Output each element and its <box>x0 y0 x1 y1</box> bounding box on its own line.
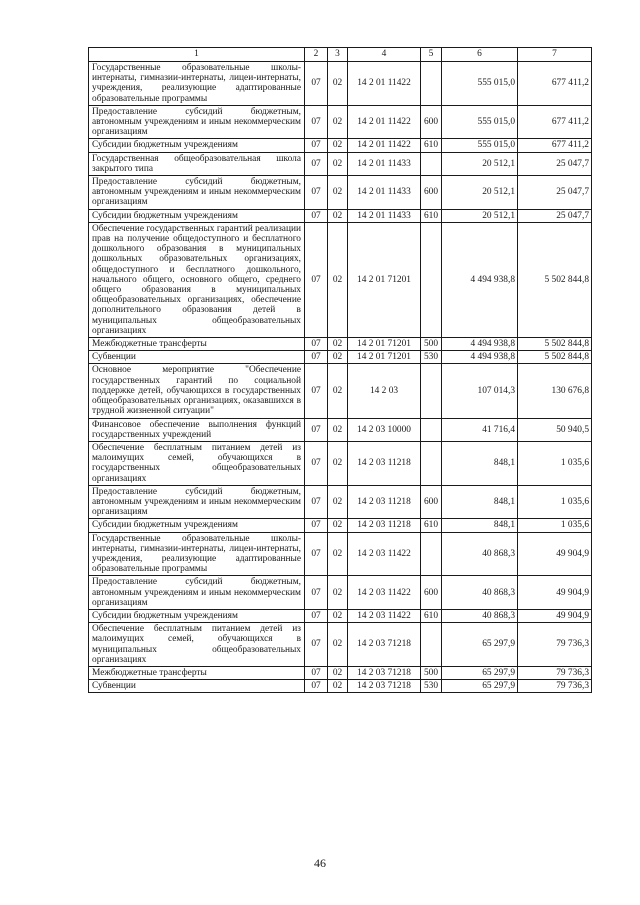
cell-section: 07 <box>305 62 328 106</box>
cell-amount-year-2: 25 047,7 <box>518 176 592 210</box>
cell-subsection: 02 <box>328 623 348 667</box>
table-row <box>89 152 592 175</box>
header-col-5: 5 <box>421 48 442 62</box>
cell-subsection: 02 <box>328 338 348 351</box>
cell-amount-year-1: 848,1 <box>442 441 518 485</box>
cell-amount-year-2: 5 502 844,8 <box>518 338 592 351</box>
cell-section: 07 <box>305 666 328 679</box>
cell-name: Межбюджетные трансферты <box>89 666 305 679</box>
cell-expense-type <box>421 441 442 485</box>
cell-section: 07 <box>305 209 328 222</box>
cell-amount-year-1: 848,1 <box>442 519 518 532</box>
header-col-4: 4 <box>348 48 421 62</box>
cell-amount-year-1: 107 014,3 <box>442 364 518 418</box>
cell-amount-year-1: 20 512,1 <box>442 209 518 222</box>
table-row <box>89 418 592 441</box>
cell-amount-year-2: 79 736,3 <box>518 666 592 679</box>
cell-amount-year-2: 25 047,7 <box>518 152 592 175</box>
cell-name: Межбюджетные трансферты <box>89 338 305 351</box>
header-col-2: 2 <box>305 48 328 62</box>
cell-target-article: 14 2 03 <box>348 364 421 418</box>
cell-target-article: 14 2 01 11422 <box>348 139 421 152</box>
cell-subsection: 02 <box>328 485 348 519</box>
cell-target-article: 14 2 03 10000 <box>348 418 421 441</box>
table-row <box>89 519 592 532</box>
cell-section: 07 <box>305 441 328 485</box>
table-row <box>89 680 592 693</box>
table-row <box>89 623 592 667</box>
table-row <box>89 338 592 351</box>
cell-amount-year-2: 677 411,2 <box>518 105 592 139</box>
cell-subsection: 02 <box>328 139 348 152</box>
cell-amount-year-2: 79 736,3 <box>518 623 592 667</box>
header-col-6: 6 <box>442 48 518 62</box>
cell-expense-type: 600 <box>421 176 442 210</box>
cell-target-article: 14 2 01 11433 <box>348 176 421 210</box>
table-row <box>89 666 592 679</box>
table-row <box>89 609 592 622</box>
table-row <box>89 532 592 576</box>
cell-amount-year-2: 79 736,3 <box>518 680 592 693</box>
cell-target-article: 14 2 01 71201 <box>348 351 421 364</box>
cell-target-article: 14 2 01 71201 <box>348 222 421 337</box>
cell-name: Обеспечение бесплатным питанием детей из малоимущих семей, обучающихся в государственных общеобразовательных организациях <box>89 441 305 485</box>
cell-amount-year-1: 555 015,0 <box>442 62 518 106</box>
cell-subsection: 02 <box>328 666 348 679</box>
cell-target-article: 14 2 03 11422 <box>348 576 421 610</box>
cell-amount-year-2: 130 676,8 <box>518 364 592 418</box>
cell-subsection: 02 <box>328 364 348 418</box>
cell-section: 07 <box>305 152 328 175</box>
cell-subsection: 02 <box>328 209 348 222</box>
cell-expense-type <box>421 152 442 175</box>
cell-section: 07 <box>305 680 328 693</box>
cell-expense-type <box>421 532 442 576</box>
cell-amount-year-2: 1 035,6 <box>518 519 592 532</box>
cell-subsection: 02 <box>328 176 348 210</box>
cell-expense-type: 610 <box>421 209 442 222</box>
cell-subsection: 02 <box>328 576 348 610</box>
table-row <box>89 351 592 364</box>
cell-section: 07 <box>305 576 328 610</box>
table-row <box>89 222 592 337</box>
cell-subsection: 02 <box>328 222 348 337</box>
cell-target-article: 14 2 03 11218 <box>348 485 421 519</box>
cell-expense-type: 610 <box>421 519 442 532</box>
cell-target-article: 14 2 01 11433 <box>348 152 421 175</box>
cell-section: 07 <box>305 364 328 418</box>
table-row <box>89 105 592 139</box>
cell-amount-year-1: 40 868,3 <box>442 609 518 622</box>
cell-target-article: 14 2 01 11433 <box>348 209 421 222</box>
cell-target-article: 14 2 03 71218 <box>348 623 421 667</box>
cell-subsection: 02 <box>328 609 348 622</box>
cell-section: 07 <box>305 351 328 364</box>
table-row <box>89 441 592 485</box>
table-row <box>89 209 592 222</box>
cell-section: 07 <box>305 338 328 351</box>
cell-amount-year-2: 25 047,7 <box>518 209 592 222</box>
cell-name: Предоставление субсидий бюджетным, автономным учреждениям и иным некоммерческим организациям <box>89 485 305 519</box>
cell-amount-year-2: 1 035,6 <box>518 485 592 519</box>
cell-amount-year-1: 65 297,9 <box>442 623 518 667</box>
cell-expense-type <box>421 62 442 106</box>
cell-amount-year-2: 50 940,5 <box>518 418 592 441</box>
cell-name: Субвенции <box>89 680 305 693</box>
cell-name: Финансовое обеспечение выполнения функций государственных учреждений <box>89 418 305 441</box>
cell-subsection: 02 <box>328 62 348 106</box>
cell-name: Предоставление субсидий бюджетным, автономным учреждениям и иным некоммерческим организациям <box>89 576 305 610</box>
header-col-1: 1 <box>89 48 305 62</box>
cell-amount-year-2: 5 502 844,8 <box>518 351 592 364</box>
cell-name: Субвенции <box>89 351 305 364</box>
cell-name: Субсидии бюджетным учреждениям <box>89 209 305 222</box>
cell-amount-year-1: 4 494 938,8 <box>442 222 518 337</box>
table-row <box>89 364 592 418</box>
cell-name: Субсидии бюджетным учреждениям <box>89 519 305 532</box>
cell-section: 07 <box>305 485 328 519</box>
cell-subsection: 02 <box>328 152 348 175</box>
cell-amount-year-1: 555 015,0 <box>442 105 518 139</box>
table-row <box>89 62 592 106</box>
cell-target-article: 14 2 01 71201 <box>348 338 421 351</box>
cell-name: Субсидии бюджетным учреждениям <box>89 609 305 622</box>
cell-expense-type <box>421 418 442 441</box>
header-row <box>89 48 592 62</box>
cell-section: 07 <box>305 139 328 152</box>
cell-amount-year-1: 4 494 938,8 <box>442 351 518 364</box>
cell-section: 07 <box>305 105 328 139</box>
cell-target-article: 14 2 03 71218 <box>348 666 421 679</box>
cell-subsection: 02 <box>328 519 348 532</box>
cell-expense-type <box>421 222 442 337</box>
cell-name: Предоставление субсидий бюджетным, автономным учреждениям и иным некоммерческим организациям <box>89 105 305 139</box>
cell-amount-year-2: 49 904,9 <box>518 576 592 610</box>
cell-subsection: 02 <box>328 351 348 364</box>
cell-subsection: 02 <box>328 532 348 576</box>
cell-amount-year-1: 20 512,1 <box>442 176 518 210</box>
cell-amount-year-2: 49 904,9 <box>518 609 592 622</box>
cell-expense-type <box>421 364 442 418</box>
cell-name: Предоставление субсидий бюджетным, автономным учреждениям и иным некоммерческим организациям <box>89 176 305 210</box>
cell-subsection: 02 <box>328 441 348 485</box>
cell-subsection: 02 <box>328 105 348 139</box>
cell-amount-year-2: 677 411,2 <box>518 139 592 152</box>
cell-section: 07 <box>305 519 328 532</box>
cell-expense-type: 530 <box>421 680 442 693</box>
cell-target-article: 14 2 01 11422 <box>348 105 421 139</box>
cell-expense-type: 610 <box>421 609 442 622</box>
cell-name: Основное мероприятие "Обеспечение государственных гарантий по социальной поддержке детей, обучающихся в государственных общеобразовательных организациях, оказавшихся в трудной жизненной ситуации" <box>89 364 305 418</box>
cell-subsection: 02 <box>328 418 348 441</box>
cell-section: 07 <box>305 532 328 576</box>
cell-section: 07 <box>305 623 328 667</box>
cell-amount-year-1: 848,1 <box>442 485 518 519</box>
cell-expense-type: 600 <box>421 576 442 610</box>
cell-expense-type: 530 <box>421 351 442 364</box>
cell-expense-type: 610 <box>421 139 442 152</box>
cell-target-article: 14 2 03 11218 <box>348 519 421 532</box>
cell-subsection: 02 <box>328 680 348 693</box>
cell-amount-year-2: 5 502 844,8 <box>518 222 592 337</box>
cell-name: Обеспечение бесплатным питанием детей из малоимущих семей, обучающихся в муниципальных общеобразовательных организациях <box>89 623 305 667</box>
table-row <box>89 576 592 610</box>
table-row <box>89 139 592 152</box>
cell-section: 07 <box>305 222 328 337</box>
cell-expense-type: 500 <box>421 666 442 679</box>
cell-section: 07 <box>305 418 328 441</box>
cell-name: Обеспечение государственных гарантий реализации прав на получение общедоступного и бесплатного дошкольного образования в муниципальных дошкольных образовательных организациях, общедоступного и бесплатного дошкольного, начального общего, основного общего, среднего общего образования в муниципальных общеобразовательных организациях, обеспечение дополнительного образования детей в муниципальных общеобразовательных организациях <box>89 222 305 337</box>
cell-section: 07 <box>305 176 328 210</box>
cell-amount-year-1: 65 297,9 <box>442 680 518 693</box>
cell-amount-year-2: 677 411,2 <box>518 62 592 106</box>
header-col-3: 3 <box>328 48 348 62</box>
cell-target-article: 14 2 03 11422 <box>348 609 421 622</box>
table-row <box>89 176 592 210</box>
budget-table <box>88 47 592 693</box>
cell-amount-year-1: 20 512,1 <box>442 152 518 175</box>
cell-amount-year-1: 41 716,4 <box>442 418 518 441</box>
cell-target-article: 14 2 01 11422 <box>348 62 421 106</box>
cell-expense-type: 600 <box>421 105 442 139</box>
cell-amount-year-2: 49 904,9 <box>518 532 592 576</box>
cell-name: Государственные образовательные школы-интернаты, гимназии-интернаты, лицеи-интернаты, учреждения, реализующие адаптированные образовательные программы <box>89 532 305 576</box>
cell-target-article: 14 2 03 11218 <box>348 441 421 485</box>
cell-section: 07 <box>305 609 328 622</box>
cell-name: Государственная общеобразовательная школа закрытого типа <box>89 152 305 175</box>
cell-name: Субсидии бюджетным учреждениям <box>89 139 305 152</box>
header-col-7: 7 <box>518 48 592 62</box>
cell-name: Государственные образовательные школы-интернаты, гимназии-интернаты, лицеи-интернаты, учреждения, реализующие адаптированные образовательные программы <box>89 62 305 106</box>
table-row <box>89 485 592 519</box>
cell-amount-year-1: 40 868,3 <box>442 532 518 576</box>
cell-expense-type <box>421 623 442 667</box>
cell-expense-type: 500 <box>421 338 442 351</box>
cell-target-article: 14 2 03 71218 <box>348 680 421 693</box>
cell-target-article: 14 2 03 11422 <box>348 532 421 576</box>
cell-amount-year-1: 4 494 938,8 <box>442 338 518 351</box>
page-number: 46 <box>314 856 326 870</box>
cell-amount-year-2: 1 035,6 <box>518 441 592 485</box>
cell-amount-year-1: 40 868,3 <box>442 576 518 610</box>
cell-amount-year-1: 555 015,0 <box>442 139 518 152</box>
cell-expense-type: 600 <box>421 485 442 519</box>
cell-amount-year-1: 65 297,9 <box>442 666 518 679</box>
